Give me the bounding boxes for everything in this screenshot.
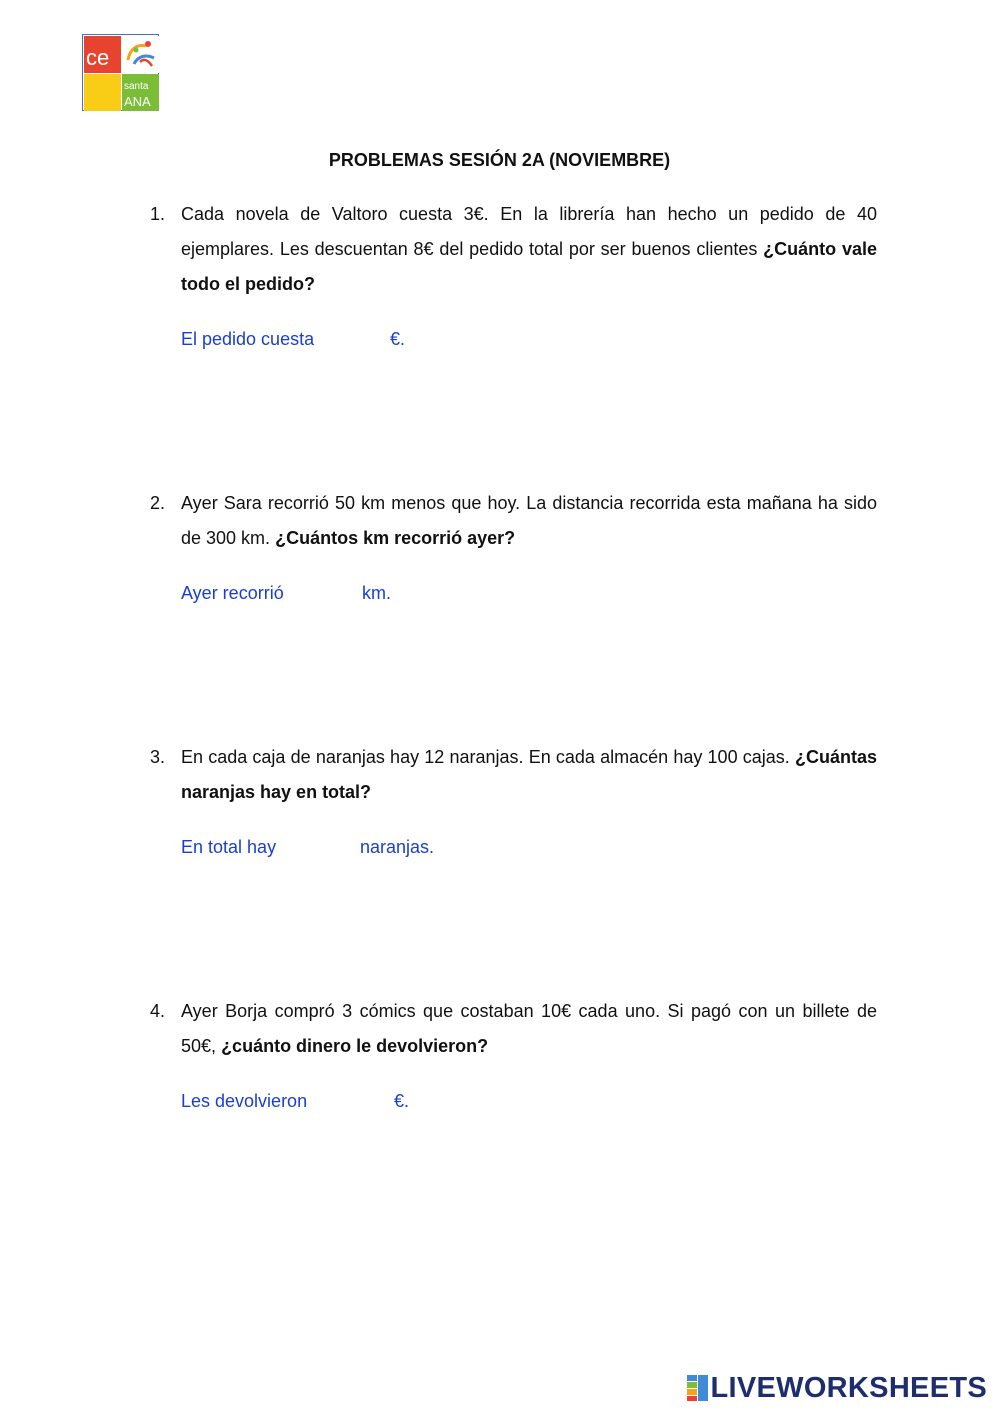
- problem-question: ¿cuánto dinero le devolvieron?: [221, 1036, 489, 1056]
- logo-yellow-square: [84, 74, 121, 111]
- answer-3-prefix: En total hay: [181, 837, 277, 857]
- answer-4-suffix: €.: [394, 1091, 410, 1111]
- problem-2: [150, 486, 877, 556]
- problem-number: 4.: [150, 1001, 166, 1021]
- logo-ce-text: ce: [86, 45, 110, 70]
- school-logo: [82, 34, 159, 111]
- answer-2-suffix: km.: [362, 583, 391, 603]
- problem-number: 3.: [150, 747, 166, 767]
- problem-4: [150, 994, 877, 1064]
- problem-number: 1.: [150, 204, 166, 224]
- problem-statement: Ayer Borja compró 3 cómics que costaban 10€ cada uno. Si pagó con un billete de 50€,: [181, 1001, 877, 1056]
- problem-question: ¿Cuántas naranjas hay en total?: [181, 747, 877, 802]
- problem-text: [181, 740, 877, 810]
- problem-text: [181, 994, 877, 1064]
- answer-2-prefix: Ayer recorrió: [181, 583, 284, 603]
- liveworksheets-logo-icon: [687, 1375, 709, 1401]
- page-title: PROBLEMAS SESIÓN 2A (NOVIEMBRE): [328, 150, 671, 170]
- problem-statement: Ayer Sara recorrió 50 km menos que hoy. La distancia recorrida esta mañana ha sido de 300 km.: [181, 493, 877, 548]
- brand-name: LIVEWORKSHEETS: [710, 1372, 987, 1404]
- answer-1-prefix: El pedido cuesta: [181, 329, 315, 349]
- problem-1: [150, 197, 877, 302]
- answer-4-prefix: Les devolvieron: [181, 1091, 308, 1111]
- answer-1-suffix: €.: [390, 329, 406, 349]
- answer-3-suffix: naranjas.: [360, 837, 435, 857]
- problem-statement: En cada caja de naranjas hay 12 naranjas. En cada almacén hay 100 cajas.: [181, 747, 790, 767]
- logo-santa-text: santa: [124, 81, 149, 92]
- problem-statement: Cada novela de Valtoro cuesta 3€. En la librería han hecho un pedido de 40 ejemplares. Les descuentan 8€ del pedido total por ser buenos clientes: [181, 204, 877, 259]
- liveworksheets-brand: [687, 1372, 988, 1404]
- logo-ana-text: ANA: [124, 94, 151, 109]
- problem-question: ¿Cuántos km recorrió ayer?: [275, 528, 516, 548]
- logo-figures-icon: [124, 38, 158, 70]
- problem-number: 2.: [150, 493, 166, 513]
- problem-3: [150, 740, 877, 810]
- problem-text: [181, 486, 877, 556]
- problem-question: ¿Cuánto vale todo el pedido?: [181, 239, 877, 294]
- problem-text: [181, 197, 877, 302]
